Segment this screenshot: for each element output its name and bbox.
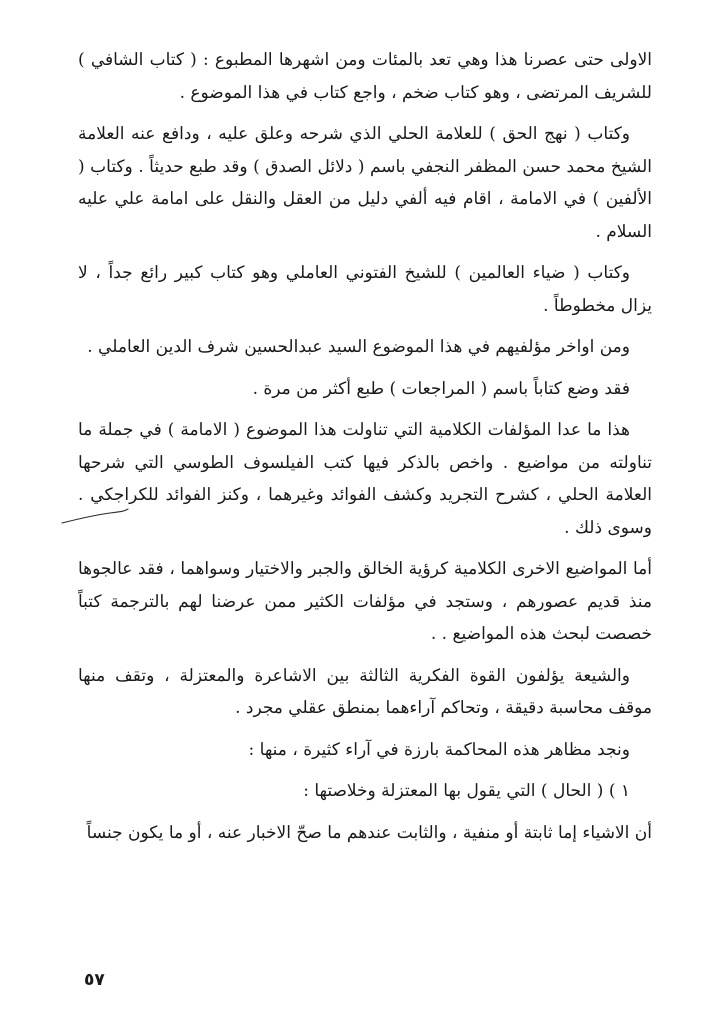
paragraph-other-topics: أما المواضيع الاخرى الكلامية كرؤية الخالق والجبر والاختيار وسواهما ، فقد عالجوها منذ قديم عصورهم ، وستجد في مؤلفات الكثير ممن عرضنا لهم بالترجمة كتباً خصصت لبحث هذه المواضيع . . bbox=[78, 559, 652, 644]
paragraph-muraja-at: فقد وضع كتاباً باسم ( المراجعات ) طبع أكثر من مرة . bbox=[252, 378, 630, 399]
paragraph-theological-works: هذا ما عدا المؤلفات الكلامية التي تناولت هذا الموضوع ( الامامة ) في جملة ما تناولته من مواضيع . واخص بالذكر فيها كتب الفيلسوف الطوسي التي شرحها العلامة الحلي ، كشرح التجريد وكشف الفوائد وغيرهما ، وكنز الفوائد للكراجكي . وسوى ذلك . bbox=[78, 420, 652, 538]
paragraph-nahj-al-haqq: وكتاب ( نهج الحق ) للعلامة الحلي الذي شرحه وعلق عليه ، ودافع عنه العلامة الشيخ محمد حسن المظفر النجفي باسم ( دلائل الصدق ) وقد طبع حديثاً . وكتاب ( الألفين ) في الامامة ، اقام فيه ألفي دليل من العقل والنقل على امامة علي عليه السلام . bbox=[78, 124, 652, 242]
pen-mark-annotation bbox=[60, 505, 130, 527]
paragraph-diya-al-alamin: وكتاب ( ضياء العالمين ) للشيخ الفتوني العاملي وهو كتاب كبير رائع جداً ، لا يزال مخطوطاً . bbox=[78, 263, 652, 316]
paragraph-intro: الاولى حتى عصرنا هذا وهي تعد بالمئات ومن اشهرها المطبوع : ( كتاب الشافي ) للشريف المرتضى ، وهو كتاب ضخم ، واجع كتاب في هذا الموضوع . bbox=[78, 50, 652, 103]
paragraph-al-hal-definition: أن الاشياء إما ثابتة أو منفية ، والثابت عندهم ما صحّ الاخبار عنه ، أو ما يكون جنساً bbox=[86, 822, 652, 843]
page-number: ٥٧ bbox=[84, 970, 105, 990]
paragraph-al-hal-heading: ١ ) ( الحال ) التي يقول بها المعتزلة وخلاصتها : bbox=[303, 781, 630, 801]
page-body bbox=[78, 44, 652, 849]
paragraph-recent-authors: ومن اواخر مؤلفيهم في هذا الموضوع السيد عبدالحسين شرف الدين العاملي . bbox=[87, 337, 630, 357]
paragraph-manifestations: ونجد مظاهر هذه المحاكمة بارزة في آراء كثيرة ، منها : bbox=[248, 739, 630, 760]
paragraph-shia-third-force: والشيعة يؤلفون القوة الفكرية الثالثة بين الاشاعرة والمعتزلة ، وتقف منها موقف محاسبة دقيقة ، وتحاكم آراءهما بمنطق عقلي مجرد . bbox=[78, 665, 652, 718]
